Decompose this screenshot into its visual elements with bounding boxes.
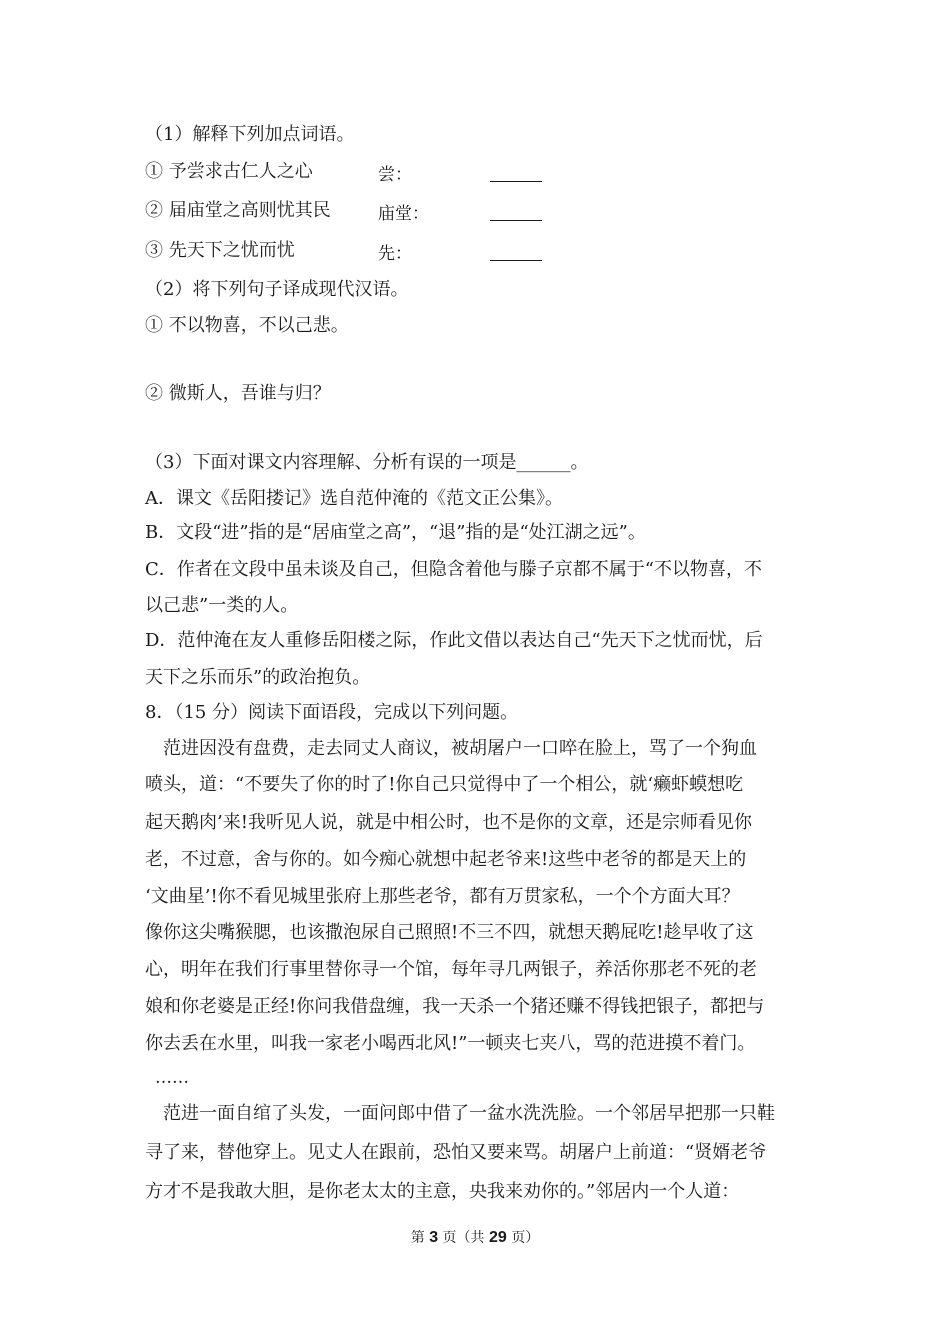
q3-option-b: B．文段“进”指的是“居庙堂之高”，“退”指的是“处江湖之远”。 (145, 522, 646, 543)
q1-item-1: ① 予尝求古仁人之心 (145, 161, 313, 182)
q8-heading: 8．（15 分）阅读下面语段，完成以下列问题。 (145, 702, 519, 723)
q1-heading: （1）解释下列加点词语。 (145, 124, 355, 145)
q8-para1-line1: 范进因没有盘费，走去同丈人商议，被胡屠户一口啐在脸上，骂了一个狗血 (163, 738, 757, 759)
q8-para1-line7: 心，明年在我们行事里替你寻一个馆，每年寻几两银子，养活你那老不死的老 (145, 959, 757, 980)
q3-option-d-line1: D．范仲淹在友人重修岳阳楼之际，作此文借以表达自己“先天下之忧而忧，后 (145, 630, 763, 651)
q2-item-1: ① 不以物喜，不以己悲。 (145, 315, 349, 336)
q8-para1-line5: ‘文曲星’!你不看见城里张府上那些老爷，都有万贯家私，一个个方面大耳？ (145, 886, 740, 907)
footer-total-pages: 29 (489, 1229, 507, 1246)
q3-option-a: A．课文《岳阳搂记》选自范仲淹的《范文正公集》。 (145, 488, 563, 509)
q1-item-2: ② 届庙堂之高则忧其民 (145, 200, 331, 221)
footer-prefix: 第 (410, 1230, 425, 1246)
q1-item-1-label: 尝： (378, 165, 412, 185)
page-footer (0, 1228, 950, 1248)
q3-option-d-line2: 天下之乐而乐”的政治抱负。 (145, 667, 371, 688)
q8-para2-line3: 方才不是我敢大胆，是你老太太的主意，央我来劝你的。”邻居内一个人道： (145, 1181, 740, 1202)
q1-item-2-blank (490, 219, 542, 221)
q8-para2-line1: 范进一面自绾了头发，一面问郎中借了一盆水洗洗脸。一个邻居早把那一只鞋 (163, 1103, 775, 1124)
q8-para1-line9: 你去丢在水里，叫我一家老小喝西北风!”一顿夹七夹八，骂的范进摸不着门。 (145, 1033, 756, 1054)
q2-heading: （2）将下列句子译成现代汉语。 (145, 279, 409, 300)
q8-ellipsis: …… (155, 1068, 189, 1088)
footer-middle: 页（共 (442, 1230, 485, 1246)
q8-para1-line4: 老，不过意，舍与你的。如今痴心就想中起老爷来!这些中老爷的都是天上的 (145, 849, 747, 870)
q3-option-c-line1: C．作者在文段中虽未谈及自己，但隐含着他与滕子京都不属于“不以物喜，不 (145, 559, 762, 580)
q1-item-1-blank (490, 180, 542, 182)
q8-para1-line2: 喷头，道：“不要失了你的时了!你自己只觉得中了一个相公，就‘癞虾蟆想吃 (145, 774, 744, 795)
q1-item-3-label: 先： (378, 244, 412, 264)
q1-item-3-blank (490, 259, 542, 261)
q3-option-c-line2: 以己悲”一类的人。 (145, 595, 299, 616)
q8-para1-line3: 起天鹅肉’来!我听见人说，就是中相公时，也不是你的文章，还是宗师看见你 (145, 812, 752, 833)
q8-para2-line2: 寻了来，替他穿上。见丈人在跟前，恐怕又要来骂。胡屠户上前道：“贤婿老爷 (145, 1142, 767, 1163)
q2-item-2: ② 微斯人，吾谁与归？ (145, 383, 331, 404)
footer-suffix: 页） (511, 1230, 540, 1246)
q3-heading: （3）下面对课文内容理解、分析有误的一项是______。 (145, 452, 589, 473)
footer-page-number: 3 (429, 1229, 439, 1246)
q8-para1-line6: 像你这尖嘴猴腮，也该撒泡尿自己照照!不三不四，就想天鹅屁吃!趁早收了这 (145, 922, 754, 943)
q1-item-3: ③ 先天下之忧而忧 (145, 240, 295, 261)
q1-item-2-label: 庙堂： (378, 204, 429, 224)
q8-para1-line8: 娘和你老婆是正经!你问我借盘缠，我一天杀一个猪还赚不得钱把银子，都把与 (145, 996, 765, 1017)
